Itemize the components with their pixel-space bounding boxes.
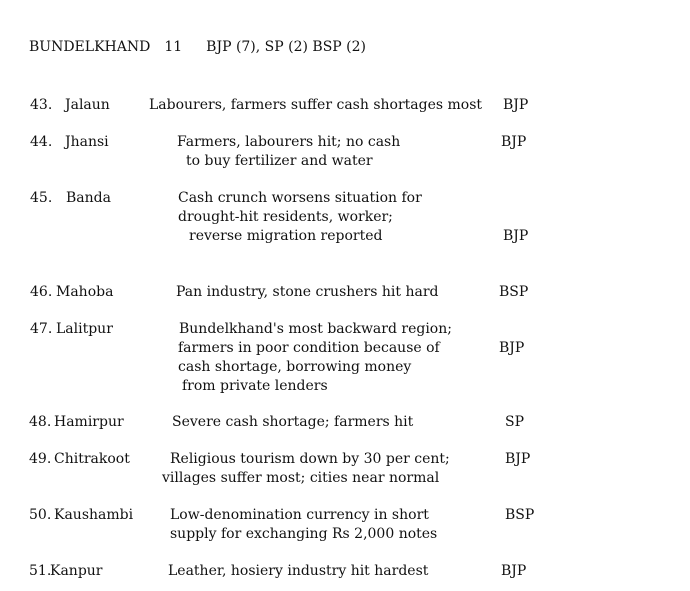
impact-line: Cash crunch worsens situation for xyxy=(178,190,422,206)
constituency-name: Hamirpur xyxy=(54,414,124,430)
row-number: 51. xyxy=(29,563,52,579)
party-label: BJP xyxy=(501,134,527,150)
impact-line: Religious tourism down by 30 per cent; xyxy=(170,451,450,467)
impact-line: farmers in poor condition because of xyxy=(178,340,440,356)
party-label: BJP xyxy=(501,563,527,579)
impact-line: Leather, hosiery industry hit hardest xyxy=(168,563,429,579)
constituency-name: Mahoba xyxy=(56,284,114,300)
constituency-name: Kaushambi xyxy=(54,507,134,523)
impact-line: reverse migration reported xyxy=(189,228,383,244)
constituency-name: Chitrakoot xyxy=(54,451,130,467)
row-number: 50. xyxy=(29,507,52,523)
party-label: BJP xyxy=(503,97,529,113)
constituency-name: Jhansi xyxy=(65,134,109,150)
party-label: SP xyxy=(505,414,525,430)
party-summary: BJP (7), SP (2) BSP (2) xyxy=(206,39,366,55)
constituency-name: Jalaun xyxy=(65,97,110,113)
party-label: BJP xyxy=(505,451,531,467)
party-label: BJP xyxy=(499,340,525,356)
impact-line: cash shortage, borrowing money xyxy=(178,359,412,375)
constituency-name: Kanpur xyxy=(50,563,103,579)
row-number: 47. xyxy=(30,321,53,337)
impact-line: supply for exchanging Rs 2,000 notes xyxy=(170,526,438,542)
impact-line: villages suffer most; cities near normal xyxy=(162,470,440,486)
row-number: 44. xyxy=(30,134,53,150)
party-label: BSP xyxy=(505,507,535,523)
impact-line: drought-hit residents, worker; xyxy=(178,209,393,225)
impact-line: Pan industry, stone crushers hit hard xyxy=(176,284,439,300)
impact-line: Bundelkhand's most backward region; xyxy=(179,321,452,337)
row-number: 48. xyxy=(29,414,52,430)
party-label: BJP xyxy=(503,228,529,244)
row-number: 49. xyxy=(29,451,52,467)
impact-line: from private lenders xyxy=(182,378,328,394)
region-name: BUNDELKHAND xyxy=(29,39,151,55)
impact-line: to buy fertilizer and water xyxy=(186,153,373,169)
page-header xyxy=(29,38,366,57)
row-number: 45. xyxy=(30,190,53,206)
row-number: 43. xyxy=(30,97,53,113)
party-label: BSP xyxy=(499,284,529,300)
constituency-name: Lalitpur xyxy=(56,321,113,337)
impact-line: Farmers, labourers hit; no cash xyxy=(177,134,401,150)
constituency-name: Banda xyxy=(66,190,111,206)
impact-line: Severe cash shortage; farmers hit xyxy=(172,414,414,430)
impact-line: Labourers, farmers suffer cash shortages most xyxy=(149,97,483,113)
impact-line: Low-denomination currency in short xyxy=(170,507,429,523)
seat-count: 11 xyxy=(164,39,183,55)
row-number: 46. xyxy=(30,284,53,300)
